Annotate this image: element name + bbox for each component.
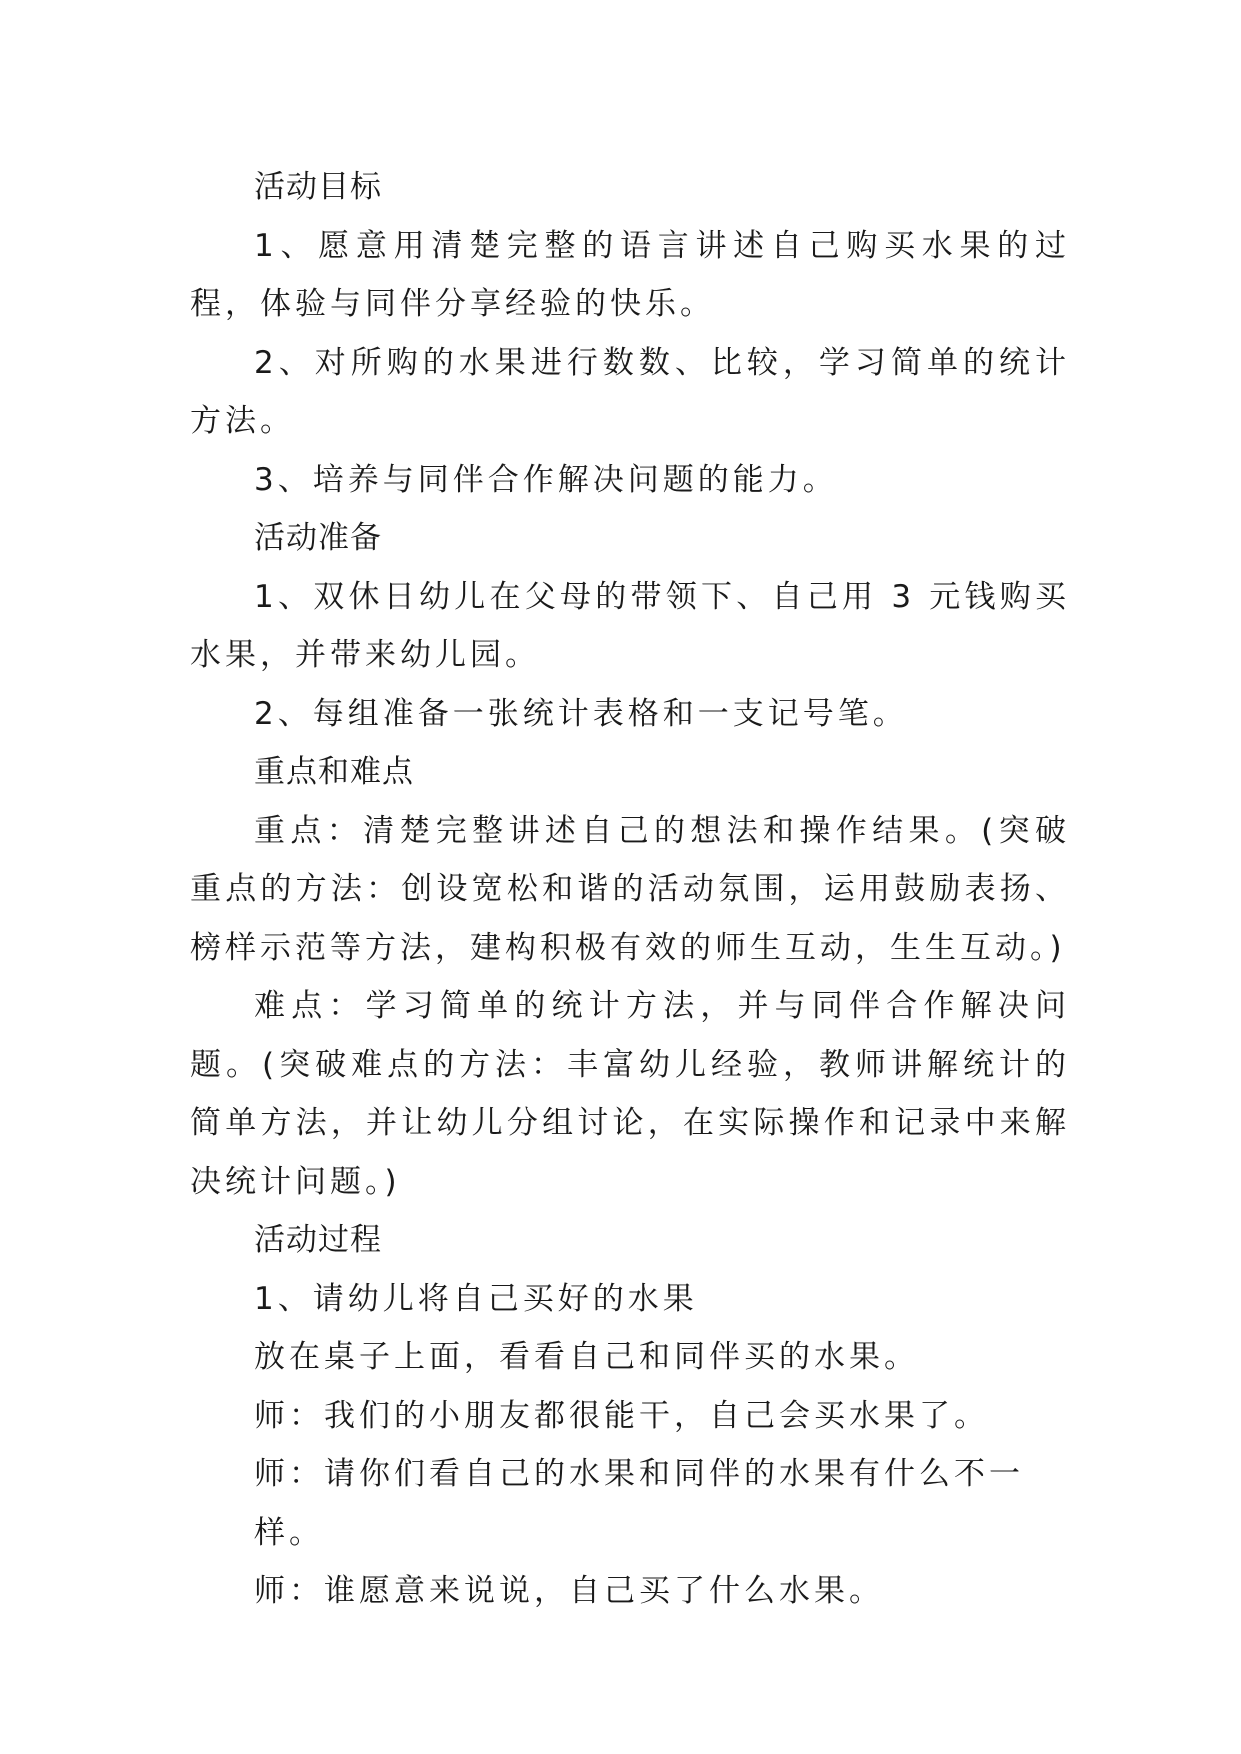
prep-item-1: 1、双休日幼儿在父母的带领下、自己用 3 元钱购买水果，并带来幼儿园。 — [190, 578, 1070, 673]
section-heading-goals: 活动目标 — [254, 169, 382, 205]
prep-item-2: 2、每组准备一张统计表格和一支记号笔。 — [254, 695, 908, 732]
section-heading-key-difficult: 重点和难点 — [254, 754, 414, 790]
goal-item-2: 2、对所购的水果进行数数、比较，学习简单的统计方法。 — [190, 344, 1070, 439]
section-heading-process: 活动过程 — [254, 1222, 382, 1258]
section-heading-preparation: 活动准备 — [254, 520, 382, 556]
teacher-line-1: 师：我们的小朋友都很能干，自己会买水果了。 — [254, 1397, 989, 1434]
difficulty-paragraph: 难点：学习简单的统计方法，并与同伴合作解决问题。(突破难点的方法：丰富幼儿经验，教师讲解统计的简单方法，并让幼儿分组讨论，在实际操作和记录中来解决统计问题。) — [190, 988, 1070, 1200]
teacher-line-2: 师：请你们看自己的水果和同伴的水果有什么不一样。 — [254, 1456, 1024, 1551]
process-step-1-line-2: 放在桌子上面，看看自己和同伴买的水果。 — [254, 1339, 919, 1375]
goal-item-1: 1、愿意用清楚完整的语言讲述自己购买水果的过程，体验与同伴分享经验的快乐。 — [190, 227, 1070, 322]
teacher-line-3: 师：谁愿意来说说，自己买了什么水果。 — [254, 1573, 884, 1609]
document-body — [190, 158, 1070, 1621]
process-step-1-line-1: 1、请幼儿将自己买好的水果 — [254, 1280, 698, 1317]
key-point-paragraph: 重点：清楚完整讲述自己的想法和操作结果。(突破重点的方法：创设宽松和谐的活动氛围，运用鼓励表扬、榜样示范等方法，建构积极有效的师生互动，生生互动。) — [190, 812, 1070, 966]
goal-item-3: 3、培养与同伴合作解决问题的能力。 — [254, 461, 838, 498]
